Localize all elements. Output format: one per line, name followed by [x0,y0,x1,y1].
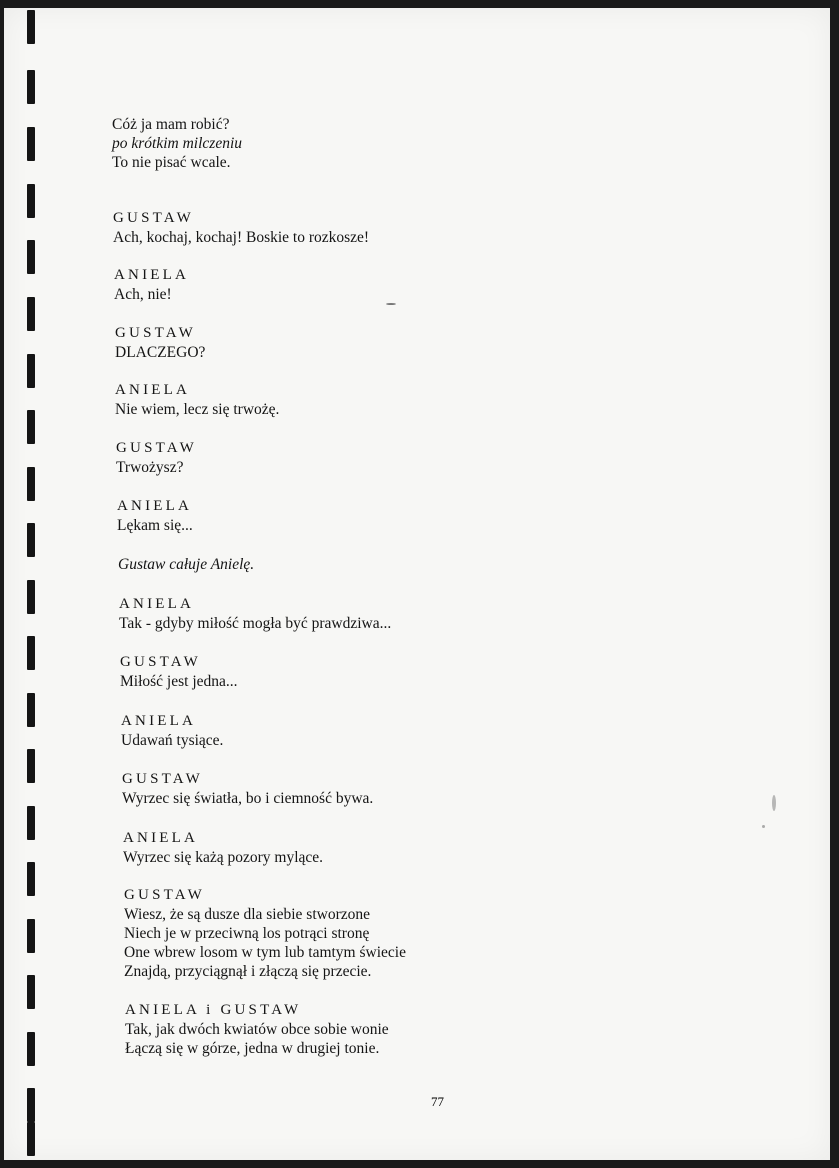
speaker-name: ANIELA [123,830,199,846]
speaker-name: GUSTAW [124,887,205,903]
speaker-name: GUSTAW [113,210,194,226]
dialogue-line: Udawań tysiące. [121,732,224,749]
page-number: 77 [431,1094,444,1109]
dialogue-line: DLACZEGO? [115,344,206,361]
dialogue-line: Wyrzec się każą pozory mylące. [123,849,324,866]
dialogue-line: Wiesz, że są dusze dla siebie stworzone [124,906,370,923]
speaker-name: GUSTAW [115,325,196,341]
speaker-name: ANIELA [121,713,197,729]
dialogue-line: Wyrzec się światła, bo i ciemność bywa. [122,790,374,807]
speaker-name: ANIELA [114,267,190,283]
dialogue-line: To nie pisać wcale. [112,154,231,171]
dialogue-line: Niech je w przeciwną los potrąci stronę [124,925,370,942]
speaker-name: GUSTAW [120,654,201,670]
dialogue-line: Ach, kochaj, kochaj! Boskie to rozkosze! [113,229,370,246]
speaker-name: ANIELA [117,498,193,514]
dialogue-line: Łączą się w górze, jedna w drugiej tonie. [125,1040,380,1057]
dialogue-line: Cóż ja mam robić? [112,116,230,133]
dialogue-line: Ach, nie! [114,286,172,303]
dialogue-line: Nie wiem, lecz się trwożę. [115,401,280,418]
speaker-name: GUSTAW [116,440,197,456]
dialogue-line: One wbrew losom w tym lub tamtym świecie [124,944,406,961]
speaker-name: ANIELA [115,382,191,398]
dialogue-line: Trwożysz? [116,459,184,476]
speaker-name: ANIELA i GUSTAW [125,1002,302,1018]
dialogue-line: Tak - gdyby miłość mogła być prawdziwa... [119,615,392,632]
dialogue-line: Lękam się... [117,517,193,534]
stage-direction: po krótkim milczeniu [112,135,243,152]
dialogue-line: Tak, jak dwóch kwiatów obce sobie wonie [125,1021,389,1038]
stage-direction: Gustaw całuje Anielę. [118,556,255,573]
speaker-name: ANIELA [119,596,195,612]
dialogue-line: Znajdą, przyciągnął i złączą się przecie. [124,963,372,980]
speaker-name: GUSTAW [122,771,203,787]
dialogue-line: Miłość jest jedna... [120,673,238,690]
